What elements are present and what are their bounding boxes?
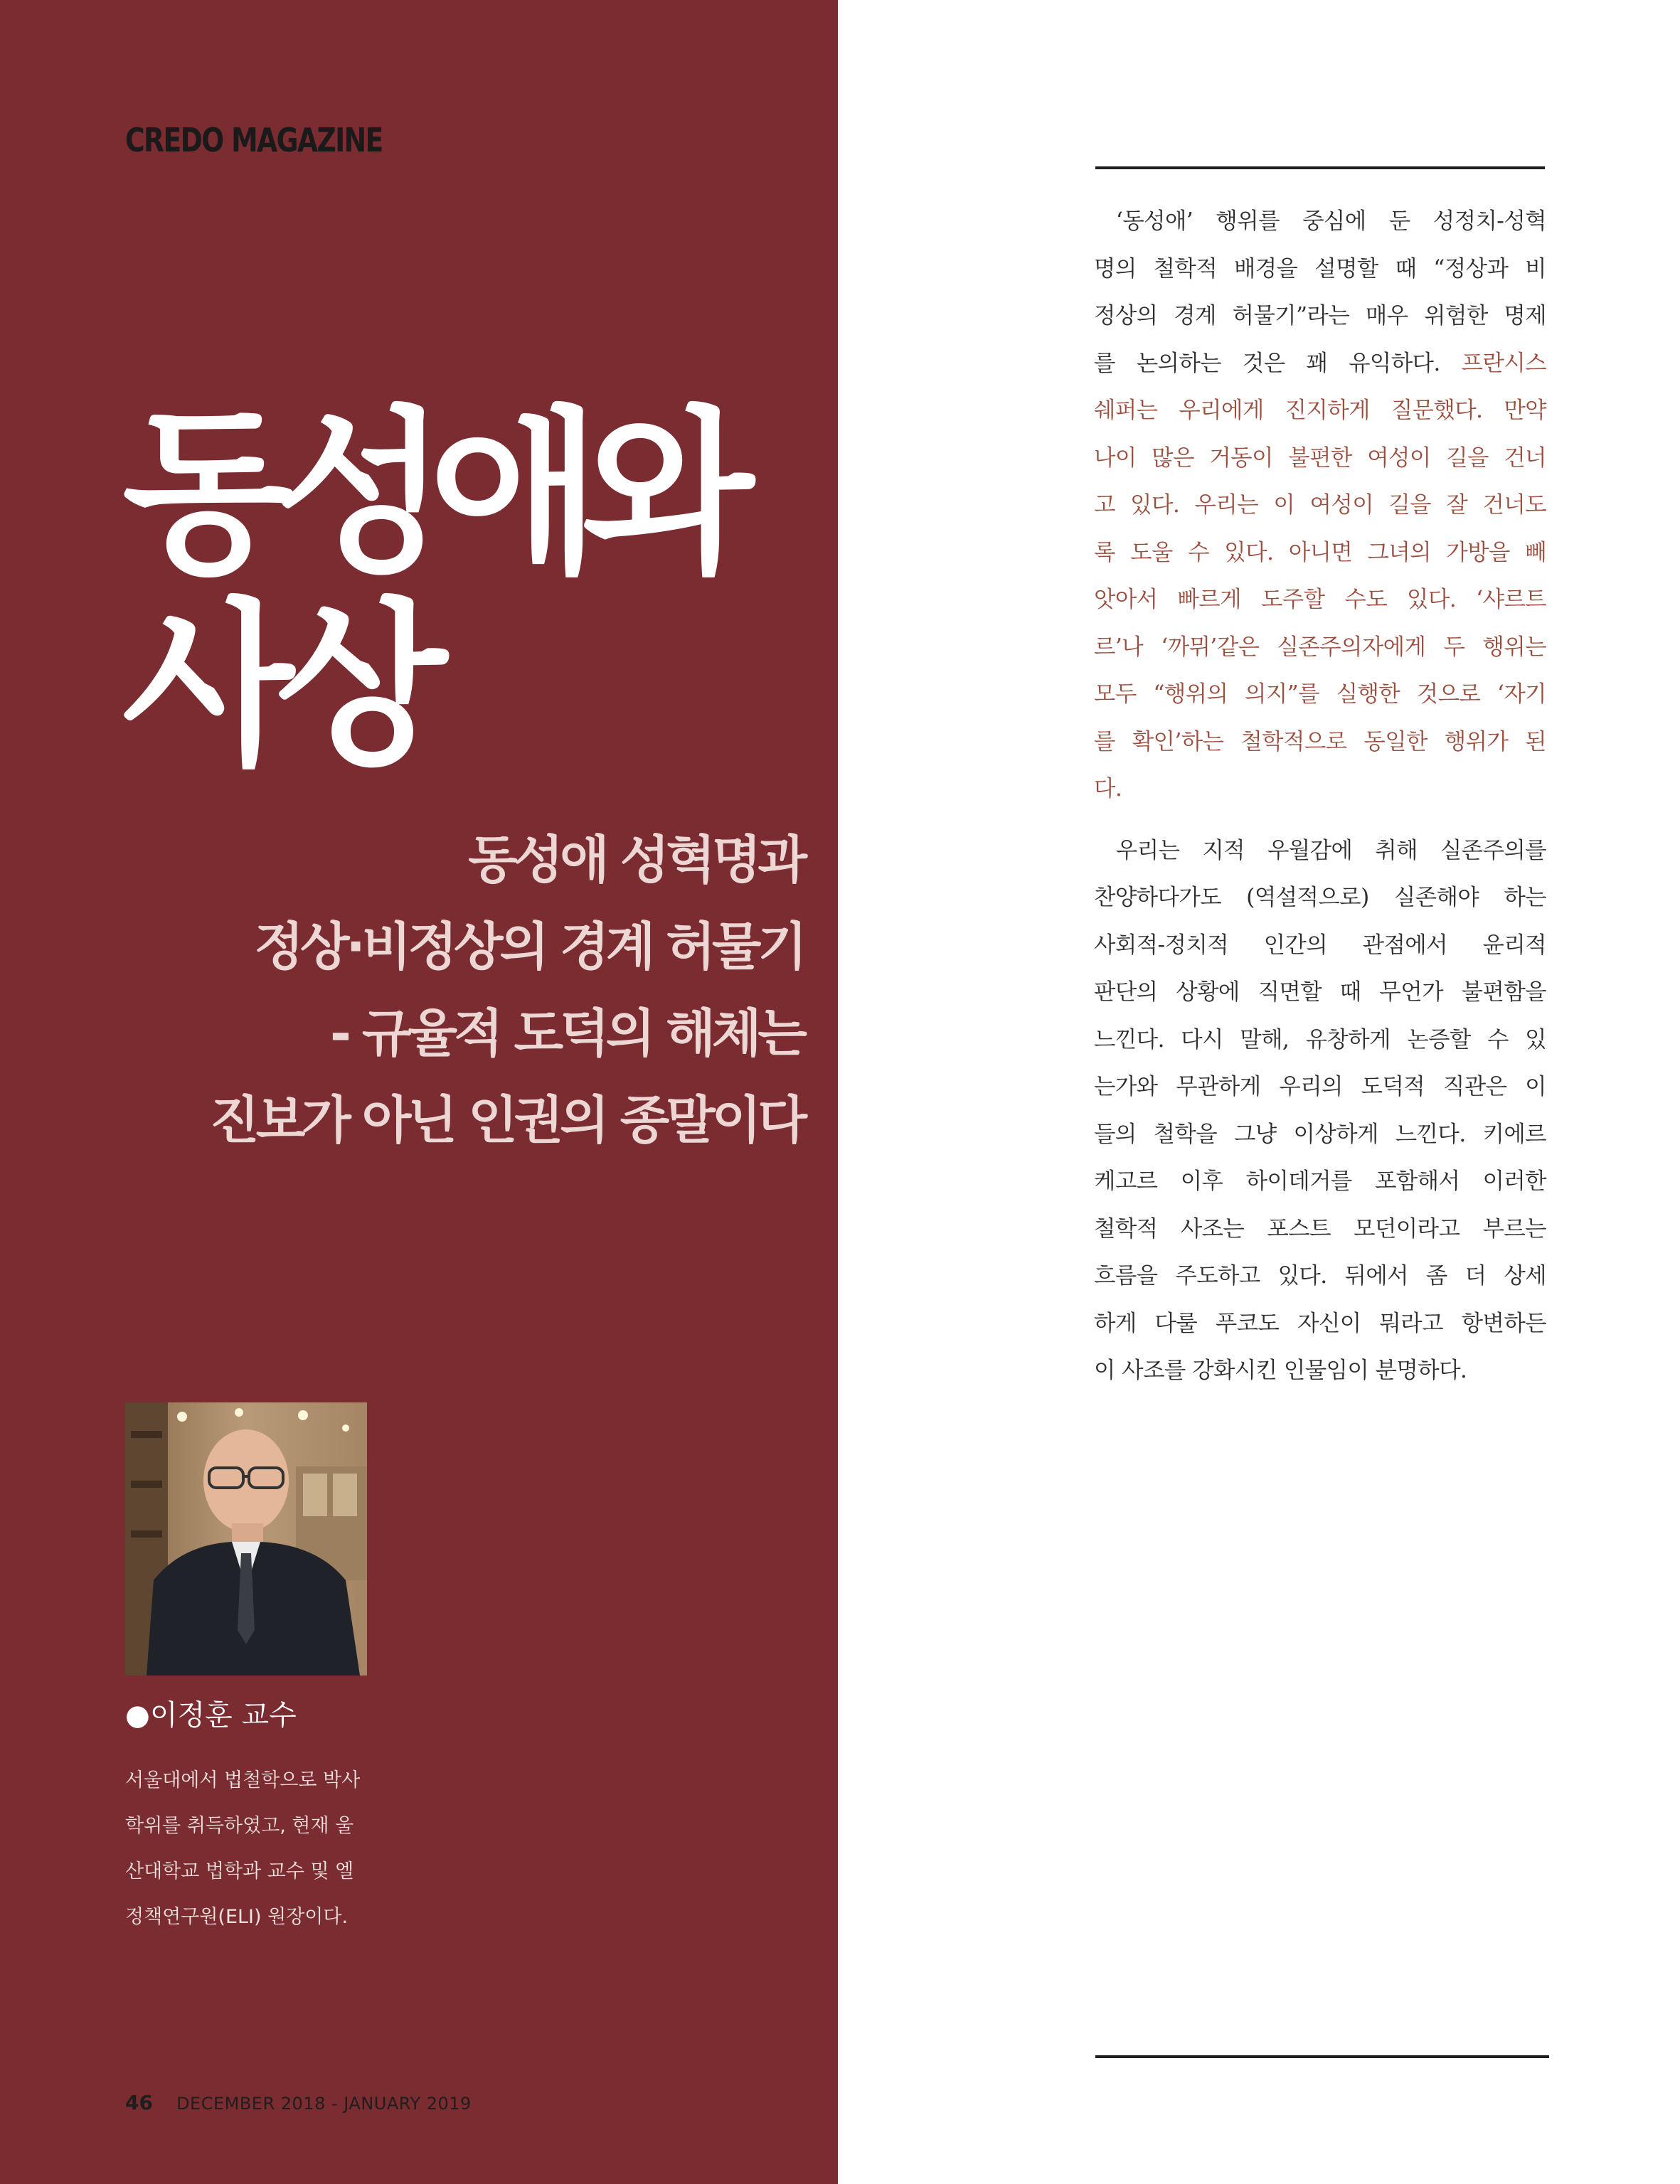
- top-rule: [1095, 166, 1545, 169]
- bottom-rule: [1095, 2055, 1549, 2058]
- body-line: [1094, 340, 1546, 388]
- body-line: 느낀다. 다시 말해, 유창하게 논증할 수 있: [1094, 1026, 1546, 1053]
- body-line: 사회적-정치적 인간의 관점에서 윤리적: [1094, 932, 1546, 958]
- subtitle-line: 동성애 성혁명과: [468, 830, 804, 890]
- title-line: 사상: [122, 582, 429, 789]
- page-footer: [125, 2091, 472, 2114]
- highlighted-line: 모두 “행위의 의지”를 실행한 것으로 ‘자기: [1094, 681, 1546, 707]
- author-bio: [125, 1758, 395, 1940]
- article-title: [122, 390, 819, 789]
- author-photo: [125, 1402, 367, 1676]
- body-line: 명의 철학적 배경을 설명할 때 “정상과 비: [1094, 255, 1546, 282]
- body-line: 판단의 상황에 직면할 때 무언가 불편함을: [1094, 979, 1546, 1005]
- body-line: [1094, 198, 1546, 245]
- magazine-name: CREDO MAGAZINE: [125, 121, 383, 159]
- body-line: 찬양하다가도 (역설적으로) 실존해야 하는: [1094, 885, 1546, 910]
- body-line-text: 를 논의하는 것은 꽤 유익하다.: [1094, 350, 1462, 376]
- highlighted-line: 앗아서 빠르게 도주할 수도 있다. ‘샤르트: [1094, 587, 1546, 612]
- author-bio-line: 서울대에서 법철학으로 박사: [125, 1769, 361, 1791]
- author-name: ●이정훈 교수: [125, 1699, 297, 1732]
- author-bio-line: 정책연구원(ELI) 원장이다.: [125, 1906, 349, 1928]
- issue-date: DECEMBER 2018 - JANUARY 2019: [176, 2094, 472, 2114]
- subtitle-line: 진보가 아닌 인권의 종말이다: [210, 1090, 804, 1150]
- page-number: 46: [125, 2091, 153, 2114]
- body-line: 는가와 무관하게 우리의 도덕적 직관은 이: [1094, 1074, 1546, 1099]
- subtitle-line: - 규율적 도덕의 해체는: [329, 1003, 804, 1063]
- paragraph-gap: [1094, 813, 1546, 827]
- subtitle-line: 정상·비정상의 경계 허물기: [254, 917, 804, 976]
- body-line: 철학적 사조는 포스트 모던이라고 부르는: [1094, 1215, 1546, 1242]
- highlighted-line: 르’나 ‘까뮈’같은 실존주의자에게 두 행위는: [1094, 634, 1546, 660]
- author-bio-line: 산대학교 법학과 교수 및 엘: [125, 1860, 354, 1882]
- title-line: 동성애와: [122, 390, 735, 597]
- body-line: 들의 철학을 그냥 이상하게 느낀다. 키에르: [1094, 1121, 1546, 1147]
- highlighted-line: 나이 많은 거동이 불편한 여성이 길을 건너: [1094, 444, 1546, 471]
- author-photo-illustration: [125, 1402, 367, 1676]
- highlighted-text: 프란시스: [1461, 350, 1546, 376]
- body-line: 케고르 이후 하이데거를 포함해서 이러한: [1094, 1168, 1546, 1194]
- highlighted-line: 다.: [1094, 776, 1122, 801]
- highlighted-line: 고 있다. 우리는 이 여성이 길을 잘 건너도: [1094, 492, 1546, 518]
- body-line-text: ‘동성애’ 행위를 중심에 둔 성정치-성혁: [1115, 208, 1546, 234]
- article-subtitle: [164, 816, 804, 1163]
- author-bio-line: 학위를 취득하였고, 현재 울: [125, 1815, 354, 1837]
- body-line: [1094, 827, 1546, 875]
- highlighted-line: 쉐퍼는 우리에게 진지하게 질문했다. 만약: [1094, 398, 1546, 423]
- article-body: [1094, 198, 1546, 1395]
- body-line: 정상의 경계 허물기”라는 매우 위험한 명제: [1094, 303, 1546, 329]
- body-line: 이 사조를 강화시킨 인물임이 분명하다.: [1094, 1358, 1467, 1383]
- highlighted-line: 록 도울 수 있다. 아니면 그녀의 가방을 빼: [1094, 539, 1546, 565]
- body-line: 하게 다룰 푸코도 자신이 뭐라고 항변하든: [1094, 1310, 1546, 1336]
- body-line-text: 우리는 지적 우월감에 취해 실존주의를: [1115, 837, 1546, 863]
- highlighted-line: 를 확인’하는 철학적으로 동일한 행위가 된: [1094, 728, 1546, 755]
- body-line: 흐름을 주도하고 있다. 뒤에서 좀 더 상세: [1094, 1263, 1546, 1289]
